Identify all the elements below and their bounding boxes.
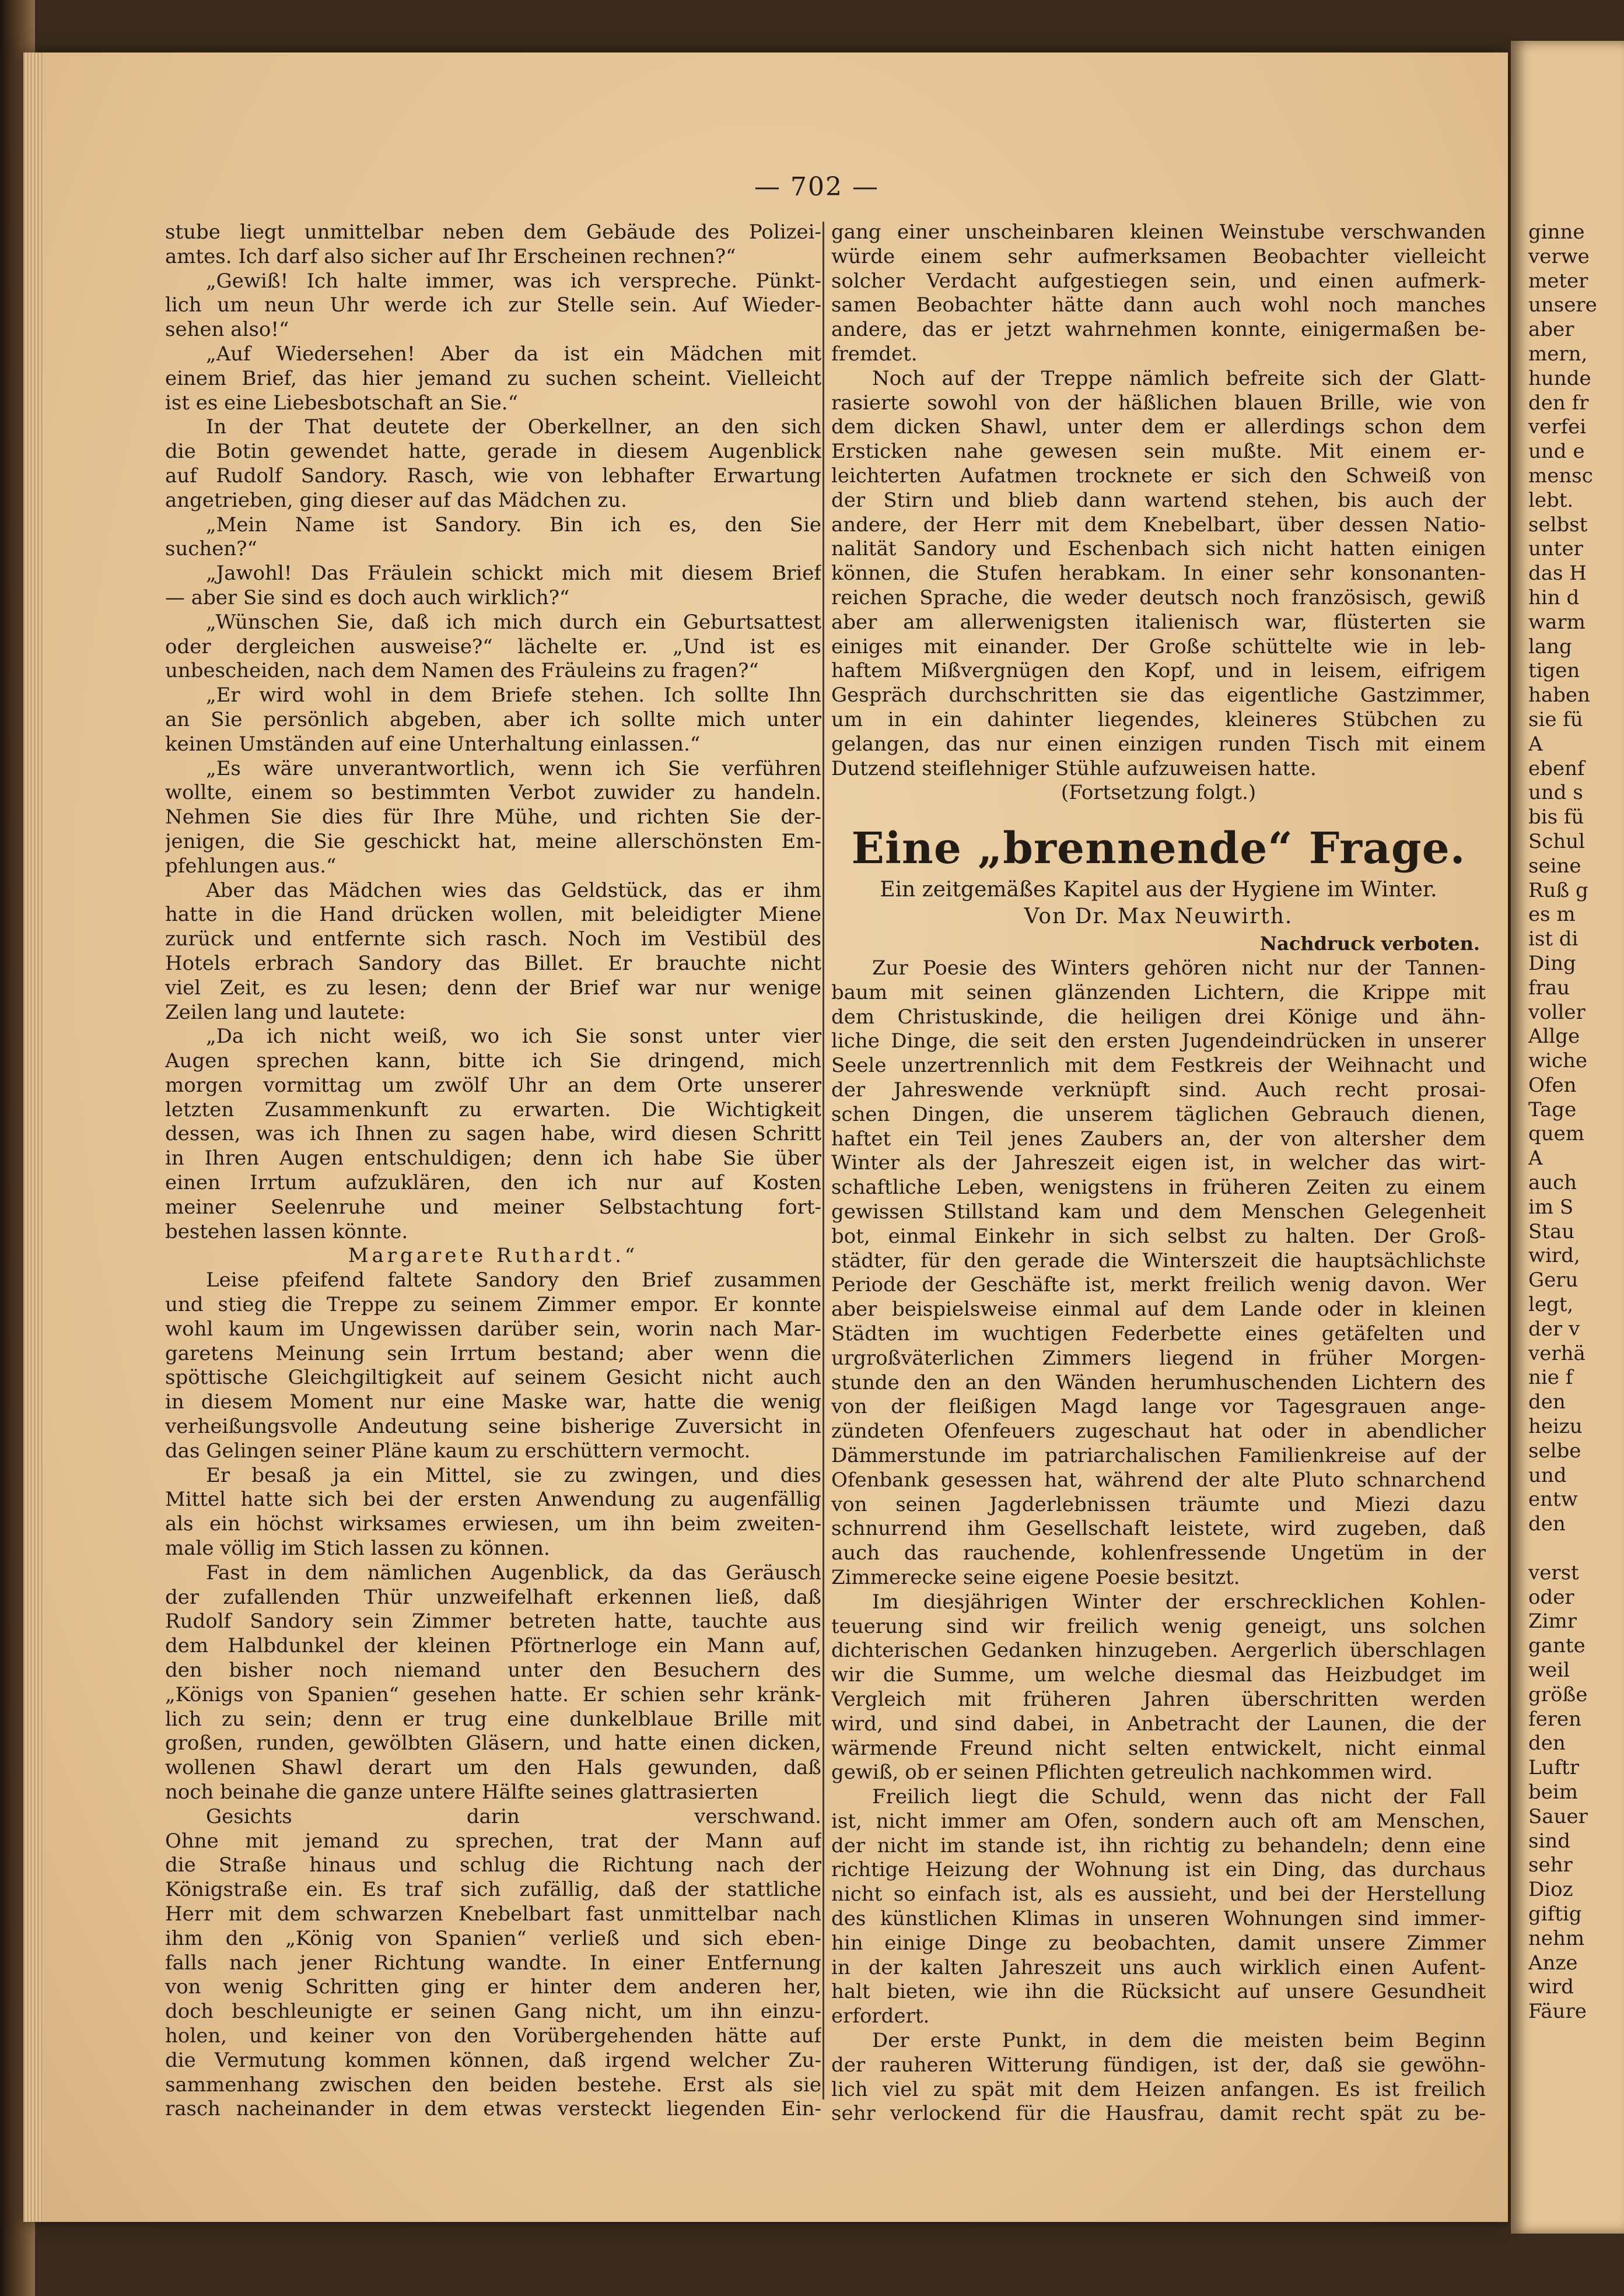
text-line: andere, der Herr mit dem Knebelbart, über dessen Natio- — [831, 513, 1486, 537]
facing-page-fragment: Anze — [1528, 1951, 1578, 1975]
text-line: der zufallenden Thür unzweifelhaft erkennen ließ, daß — [165, 1585, 821, 1609]
text-line: städter, für den gerade die Winterszeit die hauptsächlichste — [831, 1249, 1486, 1273]
text-line: von der fleißigen Magd lange vor Tagesgrauen ange- — [831, 1395, 1486, 1419]
text-line: — aber Sie sind es doch auch wirklich?“ — [165, 586, 570, 609]
text-line: lich viel zu spät mit dem Heizen anfangen. Es ist freilich — [831, 2077, 1486, 2101]
text-line: wird, und sind dabei, in Anbetracht der Launen, die der — [831, 1712, 1486, 1736]
facing-page-fragment: meter — [1528, 269, 1588, 293]
facing-page-fragment: Zimr — [1528, 1610, 1577, 1634]
text-line: ist, nicht immer am Ofen, sondern auch oft am Menschen, — [831, 1809, 1486, 1833]
text-line: solcher Verdacht aufgestiegen sein, und einen aufmerk- — [831, 269, 1486, 293]
text-line: Aber das Mädchen wies das Geldstück, das er ihm — [206, 878, 821, 902]
facing-page-fragment: Stau — [1528, 1219, 1575, 1243]
facing-page-fragment: lebt. — [1528, 488, 1574, 512]
text-line: aber am allerwenigsten italienisch war, flüsterten sie — [831, 610, 1486, 634]
facing-page-fragment: frau — [1528, 976, 1570, 1000]
text-line: ist es eine Liebesbotschaft an Sie.“ — [165, 391, 518, 415]
text-line: dessen, was ich Ihnen zu sagen habe, wird diesen Schritt — [165, 1122, 821, 1146]
text-line: können, die Stufen herabkam. In einer sehr konsonanten- — [831, 562, 1486, 586]
facing-page-fragment: Schul — [1528, 829, 1586, 853]
text-line: sehen also!“ — [165, 318, 289, 342]
text-line: von wenig Schritten ging er hinter dem anderen her, — [165, 1975, 821, 1999]
text-line: Dämmerstunde im patriarchalischen Familienkreise auf der — [831, 1443, 1486, 1467]
article-author: Von Dr. Max Neuwirth. — [1024, 905, 1293, 928]
facing-page-fragment: den — [1528, 1512, 1566, 1536]
text-line: leichterten Aufatmen trocknete er sich den Schweiß von — [831, 464, 1486, 488]
text-line: einen Irrtum aufzuklären, den ich nur auf Kosten — [165, 1171, 821, 1195]
facing-page-fragment: quem — [1528, 1122, 1585, 1146]
facing-page-fragment: den — [1528, 1731, 1566, 1755]
text-line: Periode der Geschäfte ist, merkt freilich wenig davon. Wer — [831, 1273, 1486, 1297]
facing-page-fragment: verfei — [1528, 415, 1587, 439]
text-line: Hotels erbrach Sandory das Billet. Er brauchte nicht — [165, 951, 821, 975]
facing-page-fragment: den fr — [1528, 391, 1589, 415]
text-line: hin einige Dinge zu beobachten, damit unsere Zimmer — [831, 1931, 1486, 1955]
text-line: auf Rudolf Sandory. Rasch, wie von lebhafter Erwartung — [165, 464, 821, 488]
text-line: Ofenbank gesessen hat, während der alte Pluto schnarchend — [831, 1468, 1486, 1492]
text-line: die Botin gewendet hatte, gerade in diesem Augenblick — [165, 440, 821, 464]
text-line: baum mit seinen glänzenden Lichtern, die Krippe mit — [831, 980, 1486, 1004]
facing-page-fragment: seine — [1528, 854, 1581, 878]
text-line: Gespräch durchschritten sie das eigentliche Gastzimmer, — [831, 683, 1486, 707]
text-line: als ein höchst wirksames erwiesen, um ihn beim zweiten- — [165, 1512, 821, 1536]
facing-page-fragment: Allge — [1528, 1025, 1580, 1049]
facing-page-fragment: hunde — [1528, 366, 1591, 390]
facing-page-fragment: legt, — [1528, 1293, 1574, 1317]
left-column — [165, 220, 821, 2122]
text-line: nicht so einfach ist, als es aussieht, und bei der Herstellung — [831, 1883, 1486, 1906]
facing-page-fragment: warm — [1528, 610, 1586, 634]
facing-page-fragment: den — [1528, 1390, 1566, 1414]
facing-page-fragment: ist di — [1528, 927, 1578, 951]
facing-page-fragment: sehr — [1528, 1853, 1573, 1877]
text-line: jenigen, die Sie geschickt hat, meine allerschönsten Em- — [165, 829, 821, 853]
facing-page-fragment: haben — [1528, 683, 1590, 707]
text-line: der Stirn und blieb dann wartend stehen, bis auch der — [831, 488, 1486, 512]
facing-page-fragment: hin d — [1528, 586, 1580, 609]
text-line: schen Dingen, die unserem täglichen Gebrauch dienen, — [831, 1102, 1486, 1126]
text-line: hatte in die Hand drücken wollen, mit beleidigter Miene — [165, 903, 821, 927]
text-line: Mittel hatte sich bei der ersten Anwendung zu augenfällig — [165, 1488, 821, 1512]
text-line: haftem Mißvergnügen den Kopf, und in leisem, eifrigem — [831, 659, 1486, 683]
text-line: rasch nacheinander in dem etwas versteckt liegenden Ein- — [165, 2097, 821, 2121]
text-line: reichen Sprache, die weder deutsch noch französisch, gewiß — [831, 586, 1486, 609]
text-line: viel Zeit, es zu lesen; denn der Brief war nur wenige — [165, 976, 821, 1000]
text-line: dem Christuskinde, die heiligen drei Könige und ähn- — [831, 1005, 1486, 1029]
text-line: doch beschleunigte er seinen Gang nicht, um ihn einzu- — [165, 2000, 821, 2024]
facing-page-fragment: giftig — [1528, 1902, 1582, 1926]
text-line: letzten Zusammenkunft zu erwarten. Die Wichtigkeit — [165, 1098, 821, 1121]
text-line: der rauheren Witterung fündigen, ist der, daß sie gewöhn- — [831, 2053, 1486, 2077]
facing-page-fragment: A — [1528, 732, 1543, 756]
facing-page-fragment: selbst — [1528, 513, 1588, 537]
text-line: keinen Umständen auf eine Unterhaltung einlassen.“ — [165, 732, 701, 756]
facing-page-fragment: heizu — [1528, 1415, 1583, 1439]
text-line: urgroßväterlichen Zimmers liegend in früher Morgen- — [831, 1346, 1486, 1370]
text-line: amtes. Ich darf also sicher auf Ihr Erscheinen rechnen?“ — [165, 244, 736, 268]
text-line: bot, einmal Einkehr in sich selbst zu halten. Der Groß- — [831, 1224, 1486, 1248]
facing-page-fragment: sind — [1528, 1829, 1570, 1853]
facing-page-fragment: beim — [1528, 1780, 1578, 1804]
facing-page-fragment: Sauer — [1528, 1804, 1588, 1828]
text-line: Königstraße ein. Es traf sich zufällig, daß der stattliche — [165, 1878, 821, 1902]
text-line: spöttische Gleichgiltigkeit auf seinem Gesicht nicht auch — [165, 1366, 821, 1390]
text-line: dem Halbdunkel der kleinen Pförtnerloge ein Mann auf, — [165, 1634, 821, 1658]
text-line: „Es wäre unverantwortlich, wenn ich Sie verführen — [206, 756, 821, 780]
text-line: Ohne mit jemand zu sprechen, trat der Mann auf — [165, 1829, 821, 1853]
text-line: unbescheiden, nach dem Namen des Fräuleins zu fragen?“ — [165, 659, 759, 683]
text-line: und stieg die Treppe zu seinem Zimmer empor. Er konnte — [165, 1293, 821, 1317]
text-line: Margarete Ruthardt.“ — [348, 1244, 639, 1268]
text-line: den bisher noch niemand unter den Besuchern des — [165, 1659, 821, 1682]
text-line: Rudolf Sandory sein Zimmer betreten hatte, tauchte aus — [165, 1610, 821, 1634]
facing-page-fragment: nehm — [1528, 1926, 1585, 1950]
facing-page-fragment: auch — [1528, 1171, 1577, 1195]
text-line: wir die Summe, um welche diesmal das Heizbudget im — [831, 1663, 1486, 1687]
facing-page-fragment: feren — [1528, 1707, 1581, 1731]
text-line: Gesichts darin verschwand. — [206, 1804, 821, 1828]
text-line: schaftliche Leben, wenigstens in früheren Zeiten zu einem — [831, 1176, 1486, 1200]
text-line: Er besaß ja ein Mittel, sie zu zwingen, und dies — [206, 1463, 821, 1487]
facing-page-fragment: selbe — [1528, 1439, 1581, 1463]
text-line: Leise pfeifend faltete Sandory den Brief zusammen — [206, 1268, 821, 1292]
facing-page-fragment: gante — [1528, 1634, 1586, 1658]
text-line: andere, das er jetzt wahrnehmen konnte, einigermaßen be- — [831, 318, 1486, 342]
text-line: einem Brief, das hier jemand zu suchen scheint. Vielleicht — [165, 366, 821, 390]
text-line: des künstlichen Klimas in unseren Wohnungen sind immer- — [831, 1907, 1486, 1931]
text-line: halt bieten, wie ihn die Rücksicht auf unsere Gesundheit — [831, 1980, 1486, 2004]
text-line: lich zu sein; denn er trug eine dunkelblaue Brille mit — [165, 1707, 821, 1731]
text-line: holen, und keiner von den Vorübergehenden hätte auf — [165, 2024, 821, 2048]
facing-page-fragment: und s — [1528, 781, 1583, 805]
text-line: „Königs von Spanien“ gesehen hatte. Er schien sehr kränk- — [165, 1682, 821, 1706]
text-line: pfehlungen aus.“ — [165, 854, 337, 878]
facing-page-fragment: unsere — [1528, 293, 1597, 317]
text-line: ihm den „König von Spanien“ verließ und sich eben- — [165, 1926, 821, 1950]
text-line: Vergleich mit früheren Jahren überschritten werden — [831, 1687, 1486, 1711]
text-line: von seinen Jagderlebnissen träumte und Miezi dazu — [831, 1492, 1486, 1516]
text-line: schnurrend ihm Gesellschaft leistete, wird zugeben, daß — [831, 1517, 1486, 1541]
text-line: einiges mit einander. Der Große schüttelte wie in leb- — [831, 635, 1486, 658]
text-line: Ersticken nahe gewesen sein mußte. Mit einem er- — [831, 440, 1486, 464]
text-line: aber beispielsweise einmal auf dem Lande oder in kleinen — [831, 1298, 1486, 1321]
text-line: wollenen Shawl derart um den Hals gewunden, daß — [165, 1756, 821, 1780]
facing-page-fragment: voller — [1528, 1000, 1586, 1024]
text-line: Im diesjährigen Winter der erschrecklichen Kohlen- — [872, 1590, 1486, 1614]
text-line: Winter als der Jahreszeit eigen ist, in welcher das wirt- — [831, 1151, 1486, 1175]
article-title: Eine „brennende“ Frage. — [851, 823, 1466, 874]
text-line: stube liegt unmittelbar neben dem Gebäude des Polizei- — [165, 220, 821, 244]
text-line: Fast in dem nämlichen Augenblick, da das Geräusch — [206, 1561, 821, 1585]
text-line: erfordert. — [831, 2004, 930, 2028]
facing-page-fragment: bis fü — [1528, 805, 1584, 829]
article-heading — [831, 821, 1486, 957]
text-line: stunde den an den Wänden herumhuschenden Lichtern des — [831, 1370, 1486, 1394]
text-line: sammenhang zwischen den beiden bestehe. Erst als sie — [165, 2073, 821, 2097]
text-line: gang einer unscheinbaren kleinen Weinstube verschwanden — [831, 220, 1486, 244]
facing-page-fragment: weil — [1528, 1659, 1570, 1682]
facing-page-fragment: wird — [1528, 1975, 1574, 1999]
text-line: rasierte sowohl von der häßlichen blauen Brille, wie von — [831, 391, 1486, 415]
text-line: morgen vormittag um zwölf Uhr an dem Orte unserer — [165, 1073, 821, 1097]
text-line: noch beinahe die ganze untere Hälfte seines glattrasierten — [165, 1780, 758, 1804]
text-line: lich um neun Uhr werde ich zur Stelle sein. Auf Wieder- — [165, 293, 821, 317]
text-line: „Gewiß! Ich halte immer, was ich verspreche. Pünkt- — [206, 269, 821, 293]
text-line: oder dergleichen ausweise?“ lächelte er. „Und ist es — [165, 635, 821, 658]
facing-page-fragment: Geru — [1528, 1268, 1578, 1292]
text-line: samen Beobachter hätte dann auch wohl noch manches — [831, 293, 1486, 317]
facing-page-text — [1528, 220, 1624, 2024]
text-line: wärmende Freund nicht selten entwickelt, nicht einmal — [831, 1736, 1486, 1760]
text-line: haftet ein Teil jenes Zaubers an, der von altersher dem — [831, 1127, 1486, 1151]
text-line: die Vermutung kommen können, daß irgend welcher Zu- — [165, 2048, 821, 2072]
facing-page-fragment: Fäure — [1528, 2000, 1587, 2024]
text-line: würde einem sehr aufmerksamen Beobachter vielleicht — [831, 244, 1486, 268]
text-line: der Jahreswende verknüpft sind. Auch recht prosai- — [831, 1078, 1486, 1102]
text-line: Zimmerecke seine eigene Poesie besitzt. — [831, 1565, 1240, 1589]
text-line: in der kalten Jahreszeit uns auch wirklich einen Aufent- — [831, 1955, 1486, 1979]
facing-page-fragment: nie f — [1528, 1366, 1573, 1390]
text-line: sehr verlockend für die Hausfrau, damit recht spät zu be- — [831, 2102, 1486, 2126]
facing-page-fragment: und e — [1528, 440, 1585, 464]
facing-page-fragment: das H — [1528, 562, 1587, 586]
text-line: auch das rauchende, kohlenfressende Ungetüm in der — [831, 1541, 1486, 1565]
facing-page-fragment: entw — [1528, 1488, 1578, 1512]
text-line: an Sie persönlich abgeben, aber ich sollte mich unter — [165, 707, 821, 731]
column-divider — [822, 222, 824, 2099]
text-line: Zeilen lang und lautete: — [165, 1000, 406, 1024]
facing-page-fragment: verst — [1528, 1561, 1579, 1585]
text-line: die Straße hinaus und schlug die Richtung nach der — [165, 1853, 821, 1877]
text-line: meiner Seelenruhe und meiner Selbstachtung fort- — [165, 1195, 821, 1219]
text-line: Herr mit dem schwarzen Knebelbart fast unmittelbar nach — [165, 1902, 821, 1926]
text-line: gelangen, das nur einen einzigen runden Tisch mit einem — [831, 732, 1486, 756]
text-line: großen, runden, gewölbten Gläsern, und hatte einen dicken, — [165, 1731, 821, 1755]
text-line: Freilich liegt die Schuld, wenn das nicht der Fall — [872, 1785, 1486, 1809]
facing-page-fragment: der v — [1528, 1317, 1580, 1341]
article-subtitle: Ein zeitgemäßes Kapitel aus der Hygiene im Winter. — [880, 878, 1437, 902]
text-line: „Mein Name ist Sandory. Bin ich es, den Sie — [206, 513, 821, 537]
text-line: liche Dinge, die seit den ersten Jugendeindrücken in unserer — [831, 1029, 1486, 1053]
text-line: Noch auf der Treppe nämlich befreite sich der Glatt- — [872, 366, 1486, 390]
text-line: „Da ich nicht weiß, wo ich Sie sonst unter vier — [206, 1025, 821, 1049]
facing-page-fragment: ebenf — [1528, 756, 1585, 780]
text-line: in diesem Moment nur eine Maske war, hatte die wenig — [165, 1390, 821, 1414]
text-line: teuerung sind wir freilich wenig geneigt, uns solchen — [831, 1614, 1486, 1638]
text-line: bestehen lassen könnte. — [165, 1219, 408, 1243]
page-edge — [23, 52, 43, 2222]
text-line: Städten im wuchtigen Federbette eines getäfelten und — [831, 1321, 1486, 1345]
text-line: gewissen Stillstand kam und dem Menschen Gelegenheit — [831, 1200, 1486, 1224]
right-column-article — [831, 956, 1486, 2126]
text-line: Seele unzertrennlich mit dem Festkreis der Weihnacht und — [831, 1054, 1486, 1078]
text-line: Augen sprechen kann, bitte ich Sie dringend, mich — [165, 1049, 821, 1073]
facing-page-fragment: größe — [1528, 1682, 1588, 1706]
text-line: Der erste Punkt, in dem die meisten beim Beginn — [872, 2029, 1486, 2053]
text-line: Nehmen Sie dies für Ihre Mühe, und richten Sie der- — [165, 805, 821, 829]
text-line: nalität Sandory und Eschenbach sich nicht hatten einigen — [831, 537, 1486, 561]
text-line: „Jawohl! Das Fräulein schickt mich mit diesem Brief — [206, 562, 821, 586]
text-line: „Er wird wohl in dem Briefe stehen. Ich sollte Ihn — [206, 683, 821, 707]
facing-page-fragment: Ofen — [1528, 1073, 1577, 1097]
facing-page-fragment: mensc — [1528, 464, 1593, 488]
facing-page-fragment: Ding — [1528, 951, 1576, 975]
text-line: das Gelingen seiner Pläne kaum zu erschüttern vermocht. — [165, 1439, 751, 1463]
facing-page-fragment: ginne — [1528, 220, 1585, 244]
facing-page-fragment: verwe — [1528, 244, 1590, 268]
page-number: — 702 — — [754, 172, 879, 202]
text-line: der nicht im stande ist, ihn richtig zu behandeln; denn eine — [831, 1834, 1486, 1857]
facing-page-fragment: aber — [1528, 318, 1574, 342]
facing-page-fragment: und — [1528, 1463, 1567, 1487]
facing-page-fragment: im S — [1528, 1195, 1574, 1219]
facing-page-fragment: wiche — [1528, 1049, 1588, 1073]
text-line: In der That deutete der Oberkellner, an den sich — [206, 415, 821, 439]
text-line: dem dicken Shawl, unter dem er allerdings schon dem — [831, 415, 1486, 439]
text-line: falls nach jener Richtung wandte. In einer Entfernung — [165, 1951, 821, 1975]
reprint-note: Nachdruck verboten. — [1259, 933, 1480, 955]
right-column-story — [831, 220, 1486, 805]
facing-page-fragment: mern, — [1528, 342, 1588, 366]
facing-page-fragment: lang — [1528, 635, 1572, 658]
text-line: dichterischen Gedanken hinzugeben. Aergerlich überschlagen — [831, 1639, 1486, 1663]
text-line: zurück und entfernte sich rasch. Noch im Vestibül des — [165, 927, 821, 951]
facing-page-fragment: tigen — [1528, 659, 1580, 683]
text-line: „Wünschen Sie, daß ich mich durch ein Geburtsattest — [206, 610, 821, 634]
text-line: um in ein dahinter liegendes, kleineres Stübchen zu — [831, 707, 1486, 731]
facing-page-fragment: A — [1528, 1147, 1543, 1170]
facing-page-fragment: Tage — [1528, 1098, 1577, 1121]
text-line: male völlig im Stich lassen zu können. — [165, 1537, 550, 1561]
text-line: angetrieben, ging dieser auf das Mädchen zu. — [165, 488, 627, 512]
facing-page-fragment: Dioz — [1528, 1878, 1573, 1902]
text-line: wollte, einem so bestimmten Verbot zuwider zu handeln. — [165, 781, 821, 805]
text-line: Dutzend steiflehniger Stühle aufzuweisen hatte. — [831, 756, 1317, 780]
text-line: verheißungsvolle Andeutung seine bisherige Zuversicht in — [165, 1415, 821, 1439]
facing-page-fragment: verhä — [1528, 1341, 1586, 1365]
facing-page-fragment: Luftr — [1528, 1756, 1579, 1780]
text-line: (Fortsetzung folgt.) — [1060, 781, 1256, 805]
text-line: in Ihren Augen entschuldigen; denn ich habe Sie über — [165, 1147, 821, 1170]
text-line: richtige Heizung der Wohnung ist ein Ding, das durchaus — [831, 1858, 1486, 1882]
text-line: suchen?“ — [165, 537, 257, 561]
facing-page-fragment: oder — [1528, 1585, 1574, 1609]
facing-page-fragment: Ruß g — [1528, 878, 1588, 902]
text-line: gewiß, ob er seinen Pflichten getreulich nachkommen wird. — [831, 1761, 1433, 1785]
facing-page-fragment: es m — [1528, 903, 1576, 927]
text-line: zündeten Ofenfeuers zugeschaut hat oder in abendlicher — [831, 1419, 1486, 1443]
facing-page-fragment — [1528, 1537, 1624, 1561]
facing-page-fragment: unter — [1528, 537, 1583, 561]
facing-page-fragment: sie fü — [1528, 707, 1583, 731]
text-line: „Auf Wiedersehen! Aber da ist ein Mädchen mit — [206, 342, 821, 366]
text-line: fremdet. — [831, 342, 918, 366]
text-line: garetens Meinung sein Irrtum bestand; aber wenn die — [165, 1341, 821, 1365]
facing-page-fragment: wird, — [1528, 1244, 1580, 1268]
text-line: wohl kaum im Ungewissen darüber sein, worin nach Mar- — [165, 1317, 821, 1341]
text-line: Zur Poesie des Winters gehören nicht nur der Tannen- — [872, 956, 1486, 980]
